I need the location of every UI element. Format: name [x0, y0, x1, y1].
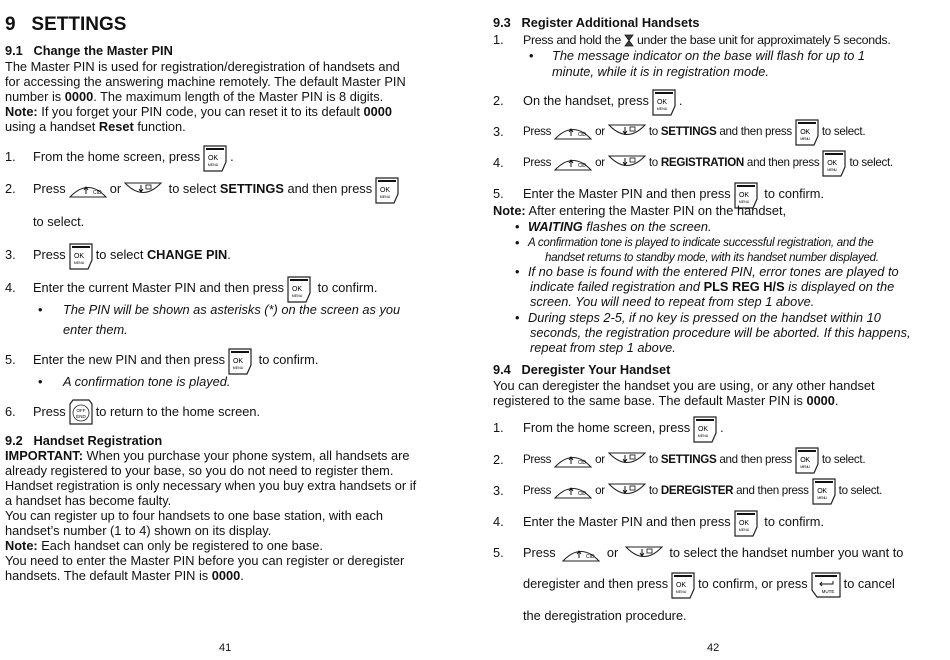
svg-text:OFF: OFF: [76, 407, 86, 413]
ok-menu-key-icon: [693, 415, 717, 443]
bullet-text: A confirmation tone is played.: [63, 374, 231, 389]
step-5: Enter the Master PIN and then press OK MENU to confirm.: [523, 187, 824, 201]
up-cid-key-icon: [69, 182, 107, 198]
chapter-title: [5, 14, 126, 36]
page-number: 41: [219, 642, 232, 654]
ok-menu-key-icon: [69, 242, 93, 270]
bullet-text: seconds, the registration procedure will be aborted. If this happens,: [530, 325, 911, 340]
step-number: 4.: [493, 514, 504, 529]
svg-text:OK: OK: [656, 98, 667, 106]
step-text: to select.: [33, 214, 85, 229]
svg-text:END: END: [75, 413, 86, 419]
step-4: Enter the Master PIN and then press OK MENU to confirm.: [523, 515, 824, 529]
step-2: On the handset, press OK MENU .: [523, 94, 682, 108]
step-1: Press and hold the under the base unit for approximately 5 seconds.: [523, 33, 891, 47]
ok-menu-key-icon: [375, 176, 399, 204]
down-phonebook-key-icon: [608, 483, 646, 499]
up-cid-key-icon: [554, 452, 592, 468]
bullet-text: The message indicator on the base will flash for up to 1: [552, 48, 865, 63]
ok-menu-key-icon: [734, 509, 758, 537]
step-number: 4.: [5, 280, 16, 295]
back-mute-key-icon: [811, 572, 841, 598]
bullet-text: If no base is found with the entered PIN, error tones are played to: [528, 264, 899, 279]
svg-text:CID: CID: [578, 459, 586, 466]
down-phonebook-key-icon: [608, 452, 646, 468]
ok-menu-key-icon: [812, 477, 836, 505]
paragraph-line: Handset registration is only necessary when you buy extra handsets or if: [5, 478, 417, 493]
step-number: 5.: [493, 545, 504, 560]
step-number: 1.: [5, 149, 16, 164]
svg-text:OK: OK: [800, 456, 810, 464]
svg-text:OK: OK: [816, 487, 827, 495]
step-1: From the home screen, press OK MENU .: [33, 150, 234, 164]
step-3: Press CID or to DEREGISTER and then press OK MENU to select.: [523, 484, 882, 498]
down-phonebook-key-icon: [625, 546, 663, 562]
chapter-number: 9: [5, 14, 16, 35]
paragraph-line: for accessing the answering machine remotely. The default Master PIN: [5, 74, 406, 89]
page-number: 42: [707, 642, 720, 654]
svg-text:MENU: MENU: [827, 167, 838, 172]
step-number: 3.: [493, 483, 504, 498]
step-5: Enter the new PIN and then press OK MENU to confirm.: [33, 353, 318, 367]
bullet-dot: •: [515, 310, 520, 325]
step-1: From the home screen, press OK MENU .: [523, 421, 724, 435]
step-number: 2.: [493, 452, 504, 467]
svg-text:MENU: MENU: [291, 293, 303, 298]
up-cid-key-icon: [554, 124, 592, 140]
bullet-dot: •: [515, 235, 520, 250]
up-cid-key-icon: [554, 155, 592, 171]
step-number: 2.: [493, 93, 504, 108]
paragraph-line: using a handset Reset function.: [5, 119, 186, 134]
svg-text:MENU: MENU: [232, 365, 244, 370]
svg-text:OK: OK: [800, 128, 810, 136]
svg-text:MENU: MENU: [738, 199, 749, 204]
paragraph-line: You can deregister the handset you are using, or any other handset: [493, 378, 875, 393]
paragraph-line: a handset has become faulty.: [5, 493, 172, 508]
step-number: 1.: [493, 420, 504, 435]
svg-text:CID: CID: [92, 189, 102, 196]
step-number: 4.: [493, 155, 504, 170]
step-number: 5.: [5, 352, 16, 367]
svg-text:MENU: MENU: [738, 527, 749, 532]
svg-text:OK: OK: [208, 154, 219, 162]
step-6: Press OFF END to return to the home screen.: [33, 405, 260, 419]
step-number: 6.: [5, 404, 16, 419]
section-heading-9-1: 9.1 Change the Master PIN: [5, 43, 173, 58]
bullet-dot: •: [515, 264, 520, 279]
step-5-continued: deregister and then press OK MENU to confirm, or press MUTE to cancel: [523, 577, 895, 591]
section-heading-9-4: 9.4 Deregister Your Handset: [493, 362, 671, 377]
paragraph-line: IMPORTANT: When you purchase your phone system, all handsets are: [5, 448, 410, 463]
svg-text:OK: OK: [738, 191, 749, 199]
ok-menu-key-icon: [203, 144, 227, 172]
bullet-text: indicate failed registration and PLS REG H/S is displayed on the: [530, 279, 895, 294]
paragraph-line: The Master PIN is used for registration/deregistration of handsets and: [5, 59, 400, 74]
svg-text:MENU: MENU: [73, 260, 85, 265]
paragraph-line: already registered to your base, so you do not need to register them.: [5, 463, 394, 478]
svg-text:OK: OK: [738, 519, 749, 527]
bullet-text: minute, while it is in registration mode.: [552, 64, 769, 79]
step-5: Press CID or to select the handset number you want to: [523, 545, 904, 560]
ok-menu-key-icon: [822, 149, 846, 177]
up-cid-key-icon: [554, 483, 592, 499]
section-heading-9-2: 9.2 Handset Registration: [5, 433, 163, 448]
bullet-text: repeat from step 1 above.: [530, 340, 676, 355]
note-line: Note: After entering the Master PIN on the handset,: [493, 203, 787, 218]
svg-text:MENU: MENU: [656, 106, 668, 111]
step-3: Press OK MENU to select CHANGE PIN.: [33, 248, 231, 262]
svg-text:MENU: MENU: [697, 433, 709, 438]
svg-text:OK: OK: [827, 159, 838, 167]
down-phonebook-key-icon: [608, 155, 646, 171]
step-number: 3.: [493, 124, 504, 139]
bullet-text: WAITING flashes on the screen.: [528, 219, 712, 234]
step-4: Enter the current Master PIN and then press OK MENU to confirm.: [33, 281, 377, 295]
bullet-text: During steps 2-5, if no key is pressed on the handset within 10: [528, 310, 881, 325]
section-heading-9-3: 9.3 Register Additional Handsets: [493, 15, 700, 30]
bullet-text: screen. You will need to repeat from step 1 above.: [530, 294, 815, 309]
svg-text:CID: CID: [586, 553, 595, 560]
bullet-text: enter them.: [63, 322, 128, 337]
paragraph-line: You need to enter the Master PIN before you can register or deregister: [5, 553, 405, 568]
paragraph-line: You can register up to four handsets to one base station, with each: [5, 508, 383, 523]
bullet-dot: •: [38, 374, 43, 389]
ok-menu-key-icon: [795, 118, 819, 146]
ok-menu-key-icon: [228, 347, 252, 375]
off-end-key-icon: [69, 399, 93, 427]
paragraph-line: number is 0000. The maximum length of the Master PIN is 8 digits.: [5, 89, 384, 104]
chapter-name: SETTINGS: [31, 14, 127, 35]
bullet-text: The PIN will be shown as asterisks (*) on the screen as you: [63, 302, 401, 317]
ok-menu-key-icon: [652, 88, 676, 116]
svg-text:MENU: MENU: [675, 589, 687, 594]
step-4: Press CID or to REGISTRATION and then press OK MENU to select.: [523, 156, 893, 170]
bullet-dot: •: [38, 302, 43, 317]
paragraph-line: handsets. The default Master PIN is 0000.: [5, 568, 244, 583]
paragraph-line: registered to the same base. The default Master PIN is 0000.: [493, 393, 839, 408]
step-3: Press CID or to SETTINGS and then press OK MENU to select.: [523, 125, 865, 139]
ok-menu-key-icon: [671, 571, 695, 599]
ok-menu-key-icon: [795, 446, 819, 474]
page-key-icon: [624, 34, 634, 47]
svg-text:OK: OK: [676, 581, 687, 589]
up-cid-key-icon: [562, 546, 600, 562]
down-phonebook-key-icon: [608, 124, 646, 140]
bullet-text: A confirmation tone is played to indicate successful registration, and the: [528, 236, 874, 249]
bullet-dot: •: [529, 48, 534, 63]
bullet-text: handset returns to standby mode, with its handset number displayed.: [545, 251, 879, 264]
svg-text:MENU: MENU: [816, 495, 827, 500]
svg-text:MENU: MENU: [207, 162, 219, 167]
note-line: Note: If you forget your PIN code, you can reset it to its default 0000: [5, 104, 392, 119]
svg-text:MENU: MENU: [379, 194, 391, 199]
svg-text:OK: OK: [292, 285, 303, 293]
step-number: 2.: [5, 181, 16, 196]
svg-text:OK: OK: [698, 425, 709, 433]
svg-text:MENU: MENU: [800, 136, 810, 141]
paragraph-line: handset’s number (1 to 4) shown on its display.: [5, 523, 272, 538]
step-number: 3.: [5, 247, 16, 262]
svg-text:OK: OK: [380, 186, 391, 194]
svg-text:CID: CID: [578, 162, 586, 169]
svg-text:CID: CID: [578, 131, 586, 138]
svg-text:MENU: MENU: [800, 464, 810, 469]
svg-text:MUTE: MUTE: [821, 588, 835, 594]
svg-text:OK: OK: [73, 252, 84, 260]
bullet-dot: •: [515, 219, 520, 234]
down-phonebook-key-icon: [124, 182, 162, 198]
note-line: Note: Each handset can only be registered to one base.: [5, 538, 323, 553]
step-number: 1.: [493, 32, 504, 47]
svg-text:CID: CID: [578, 490, 586, 497]
ok-menu-key-icon: [287, 275, 311, 303]
step-2: Press CID or to select SETTINGS and then press OK MENU: [33, 182, 402, 196]
step-number: 5.: [493, 186, 504, 201]
step-text: the deregistration procedure.: [523, 608, 687, 623]
svg-text:OK: OK: [233, 357, 244, 365]
step-2: Press CID or to SETTINGS and then press OK MENU to select.: [523, 453, 865, 467]
